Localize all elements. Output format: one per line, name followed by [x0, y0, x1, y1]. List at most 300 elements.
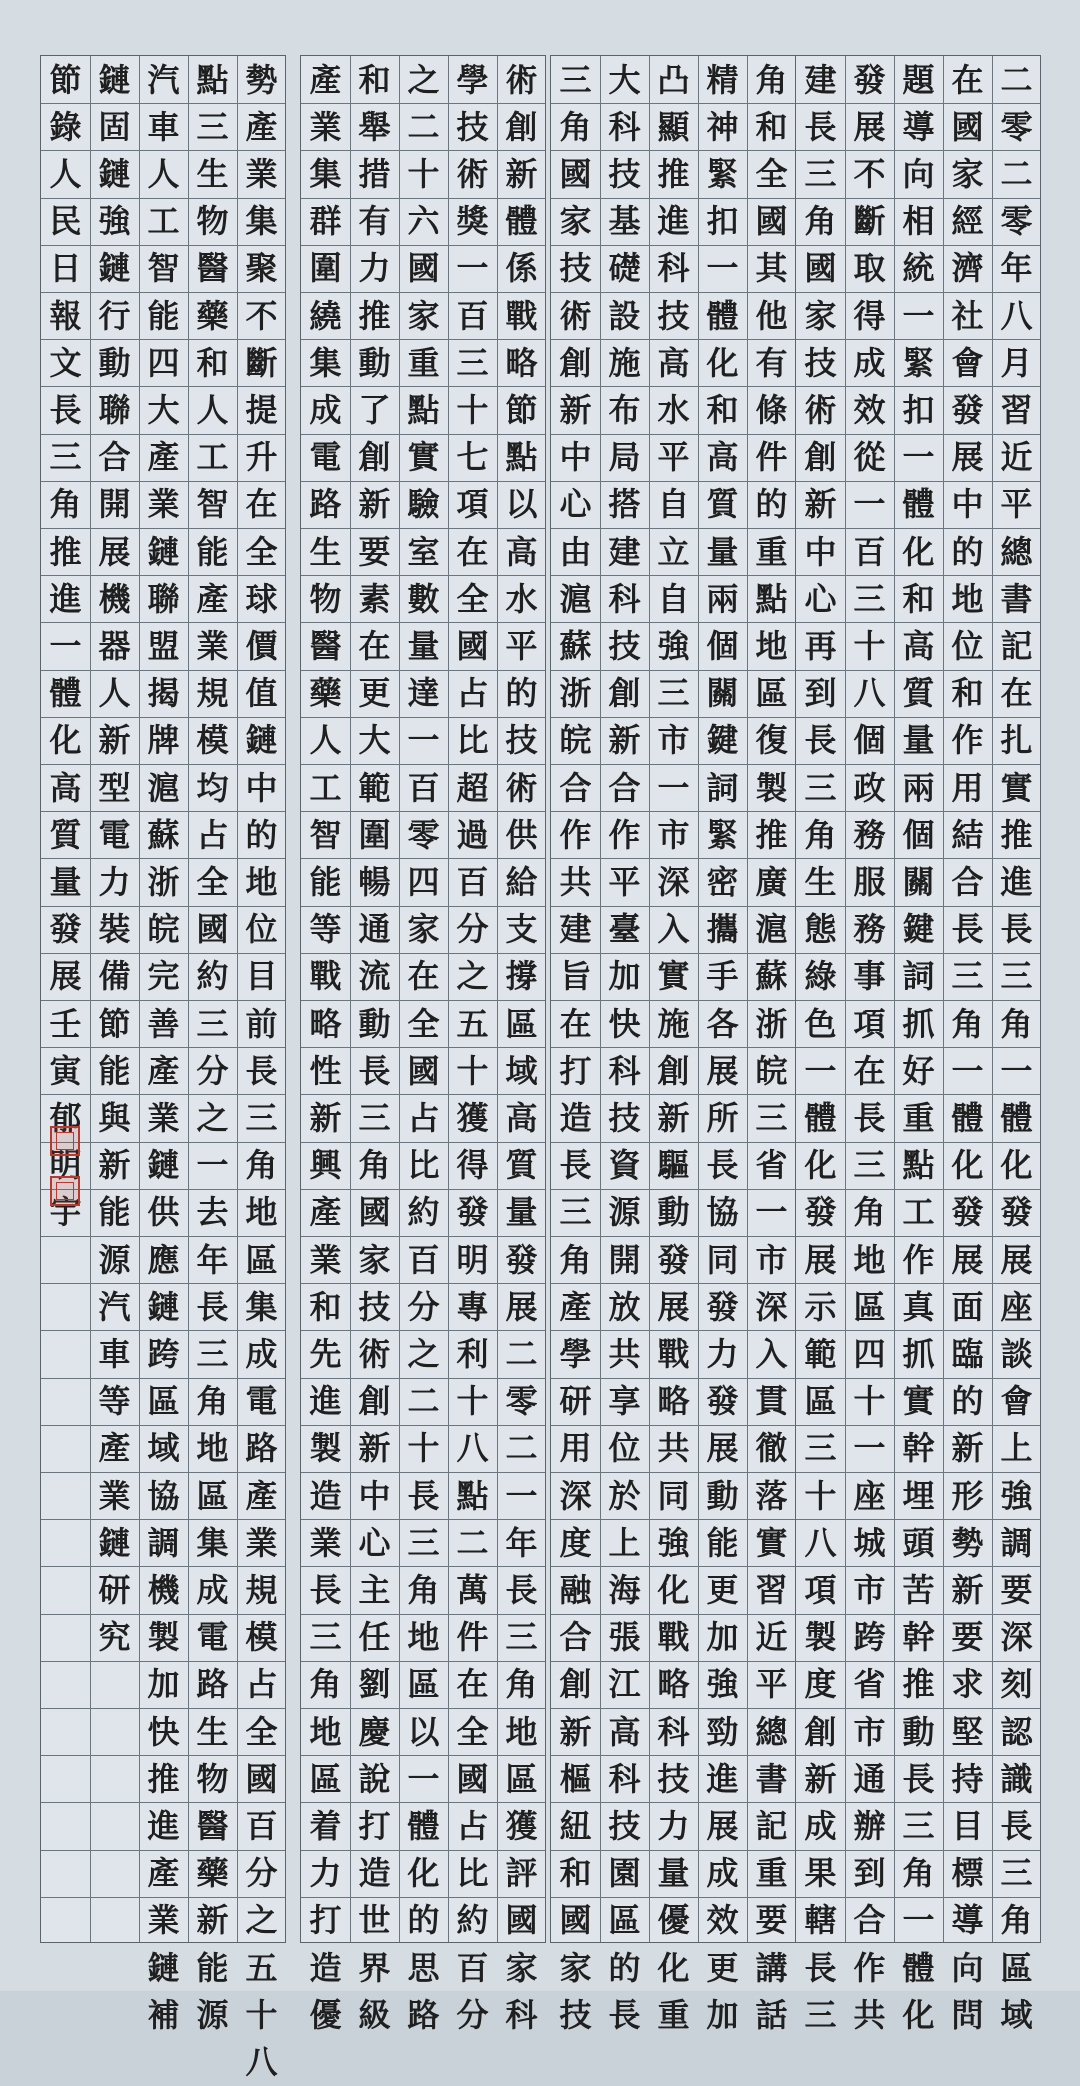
glyph-cell: 家: [951, 154, 984, 193]
glyph-cell: 政: [853, 768, 886, 807]
panel-3: [300, 55, 546, 2034]
text-column: [649, 56, 698, 2034]
glyph-cell: 占: [196, 815, 229, 854]
glyph-cell: 成: [196, 1570, 229, 1609]
glyph-cell: 享: [608, 1382, 641, 1421]
glyph-cell: 搭: [608, 485, 641, 524]
glyph-cell: 加: [706, 1995, 739, 2034]
glyph-cell: 智: [147, 249, 180, 288]
glyph-cell: 在: [559, 1004, 592, 1043]
text-column: [551, 56, 600, 2034]
glyph-cell: 中: [804, 532, 837, 571]
glyph-cell: 大: [358, 721, 391, 760]
glyph-cell: 二: [407, 1382, 440, 1421]
glyph-cell: 戰: [505, 296, 538, 335]
glyph-cell: 心: [804, 579, 837, 618]
text-column: [90, 56, 139, 1942]
glyph-cell: 質: [505, 1146, 538, 1185]
glyph-cell: 共: [608, 1334, 641, 1373]
text-column: [188, 56, 237, 2034]
glyph-cell: 三: [755, 1098, 788, 1137]
glyph-cell: 業: [245, 154, 278, 193]
glyph-cell: 報: [49, 296, 82, 335]
glyph-cell: 角: [309, 1665, 342, 1704]
glyph-cell: 長: [358, 1051, 391, 1090]
glyph-cell: 件: [456, 1618, 489, 1657]
glyph-cell: 平: [608, 862, 641, 901]
glyph-cell: 文: [49, 343, 82, 382]
glyph-cell: 長: [951, 910, 984, 949]
glyph-cell: 寅: [49, 1051, 82, 1090]
glyph-cell: 作: [951, 721, 984, 760]
glyph-cell: 創: [804, 438, 837, 477]
glyph-cell: 路: [407, 1995, 440, 2034]
glyph-cell: 入: [657, 910, 690, 949]
glyph-cell: 詞: [902, 957, 935, 996]
text-column: [894, 56, 943, 2034]
glyph-cell: 二: [456, 1523, 489, 1562]
glyph-cell: 布: [608, 390, 641, 429]
glyph-cell: 一: [853, 485, 886, 524]
glyph-cell: 長: [407, 1476, 440, 1515]
glyph-cell: 給: [505, 862, 538, 901]
glyph-cell: 緊: [706, 154, 739, 193]
glyph-cell: 鏈: [147, 1146, 180, 1185]
glyph-cell: 行: [98, 296, 131, 335]
glyph-cell: 域: [1000, 1995, 1033, 2034]
glyph-cell: 重: [407, 343, 440, 382]
glyph-cell: 占: [245, 1665, 278, 1704]
glyph-cell: 新: [358, 485, 391, 524]
glyph-cell: 密: [706, 862, 739, 901]
glyph-cell: 進: [147, 1806, 180, 1845]
glyph-cell: 百: [407, 768, 440, 807]
glyph-cell: 深: [1000, 1618, 1033, 1657]
glyph-cell: 產: [147, 1051, 180, 1090]
glyph-cell: 三: [559, 60, 592, 99]
glyph-cell: 術: [456, 154, 489, 193]
glyph-cell: 園: [608, 1854, 641, 1893]
glyph-cell: 記: [1000, 626, 1033, 665]
glyph-cell: 略: [657, 1382, 690, 1421]
glyph-cell: 話: [755, 1995, 788, 2034]
glyph-cell: 一: [657, 768, 690, 807]
glyph-cell: 技: [657, 296, 690, 335]
glyph-cell: 區: [309, 1759, 342, 1798]
glyph-cell: 凸: [657, 60, 690, 99]
glyph-cell: 角: [804, 202, 837, 241]
glyph-cell: 長: [49, 390, 82, 429]
glyph-cell: 工: [309, 768, 342, 807]
glyph-cell: 個: [706, 626, 739, 665]
glyph-cell: 壬: [49, 1004, 82, 1043]
text-column: [237, 56, 286, 2081]
glyph-cell: 驗: [407, 485, 440, 524]
glyph-cell: 展: [951, 1240, 984, 1279]
glyph-cell: 和: [902, 579, 935, 618]
glyph-cell: 個: [902, 815, 935, 854]
glyph-cell: 世: [358, 1901, 391, 1940]
glyph-cell: 技: [608, 626, 641, 665]
glyph-cell: 與: [98, 1098, 131, 1137]
glyph-cell: 製: [309, 1429, 342, 1468]
glyph-cell: 角: [505, 1665, 538, 1704]
glyph-cell: 堅: [951, 1712, 984, 1751]
glyph-cell: 一: [804, 1051, 837, 1090]
glyph-cell: 獲: [456, 1098, 489, 1137]
glyph-cell: 大: [608, 60, 641, 99]
glyph-cell: 務: [853, 910, 886, 949]
glyph-cell: 共: [853, 1995, 886, 2034]
glyph-cell: 市: [853, 1712, 886, 1751]
glyph-cell: 三: [804, 154, 837, 193]
glyph-cell: 二: [505, 1429, 538, 1468]
glyph-cell: 打: [358, 1806, 391, 1845]
glyph-cell: 個: [853, 721, 886, 760]
glyph-cell: 創: [505, 107, 538, 146]
glyph-cell: 合: [608, 768, 641, 807]
glyph-cell: 在: [407, 957, 440, 996]
glyph-cell: 扎: [1000, 721, 1033, 760]
glyph-cell: 地: [951, 579, 984, 618]
glyph-cell: 要: [951, 1618, 984, 1657]
glyph-cell: 術: [358, 1334, 391, 1373]
glyph-cell: 體: [1000, 1098, 1033, 1137]
glyph-cell: 業: [245, 1523, 278, 1562]
glyph-cell: 產: [245, 1476, 278, 1515]
glyph-cell: 國: [456, 626, 489, 665]
glyph-cell: 去: [196, 1193, 229, 1232]
glyph-cell: 資: [608, 1146, 641, 1185]
glyph-cell: 化: [902, 532, 935, 571]
glyph-cell: 總: [1000, 532, 1033, 571]
glyph-cell: 產: [245, 107, 278, 146]
glyph-cell: 優: [309, 1995, 342, 2034]
glyph-cell: 到: [853, 1854, 886, 1893]
glyph-cell: 模: [245, 1618, 278, 1657]
glyph-cell: 人: [147, 154, 180, 193]
glyph-cell: 數: [407, 579, 440, 618]
glyph-cell: 斷: [853, 202, 886, 241]
glyph-cell: 新: [559, 390, 592, 429]
glyph-cell: 省: [755, 1146, 788, 1185]
text-column: [497, 56, 546, 2034]
glyph-cell: 源: [98, 1240, 131, 1279]
glyph-cell: 利: [456, 1334, 489, 1373]
glyph-cell: 勢: [951, 1523, 984, 1562]
glyph-cell: 備: [98, 957, 131, 996]
glyph-cell: 區: [505, 1759, 538, 1798]
glyph-cell: 國: [804, 249, 837, 288]
glyph-cell: 量: [902, 721, 935, 760]
glyph-cell: 區: [196, 1476, 229, 1515]
glyph-cell: 一: [902, 1901, 935, 1940]
glyph-cell: 化: [657, 1570, 690, 1609]
glyph-cell: 集: [196, 1523, 229, 1562]
glyph-cell: 從: [853, 438, 886, 477]
glyph-cell: 三: [196, 1004, 229, 1043]
glyph-cell: 造: [309, 1948, 342, 1987]
glyph-cell: 聚: [245, 249, 278, 288]
glyph-cell: 融: [559, 1570, 592, 1609]
glyph-cell: 再: [804, 626, 837, 665]
glyph-cell: 更: [706, 1570, 739, 1609]
glyph-cell: 十: [407, 154, 440, 193]
glyph-cell: 民: [49, 202, 82, 241]
glyph-cell: 分: [245, 1854, 278, 1893]
glyph-cell: 十: [407, 1429, 440, 1468]
glyph-cell: 略: [309, 1004, 342, 1043]
glyph-cell: 在: [1000, 674, 1033, 713]
glyph-cell: 業: [309, 1523, 342, 1562]
glyph-cell: 國: [358, 1193, 391, 1232]
glyph-cell: 國: [951, 107, 984, 146]
glyph-cell: 科: [608, 579, 641, 618]
glyph-cell: 技: [559, 249, 592, 288]
glyph-cell: 節: [49, 60, 82, 99]
glyph-cell: 體: [951, 1098, 984, 1137]
glyph-cell: 三: [196, 1334, 229, 1373]
text-column: [399, 56, 448, 2034]
glyph-cell: 效: [853, 390, 886, 429]
glyph-cell: 八: [1000, 296, 1033, 335]
glyph-cell: 談: [1000, 1334, 1033, 1373]
glyph-cell: 通: [358, 910, 391, 949]
glyph-cell: 發: [951, 1193, 984, 1232]
glyph-cell: 協: [706, 1193, 739, 1232]
glyph-cell: 強: [706, 1665, 739, 1704]
glyph-cell: 科: [608, 1051, 641, 1090]
glyph-cell: 三: [358, 1098, 391, 1137]
glyph-cell: 礎: [608, 249, 641, 288]
glyph-cell: 高: [902, 626, 935, 665]
glyph-cell: 轄: [804, 1901, 837, 1940]
glyph-cell: 區: [407, 1665, 440, 1704]
glyph-cell: 等: [98, 1382, 131, 1421]
glyph-cell: 合: [559, 1618, 592, 1657]
glyph-cell: 幹: [902, 1429, 935, 1468]
glyph-cell: 國: [196, 910, 229, 949]
glyph-cell: 興: [309, 1146, 342, 1185]
glyph-cell: 三: [559, 1193, 592, 1232]
glyph-cell: 評: [505, 1854, 538, 1893]
glyph-cell: 醫: [196, 1806, 229, 1845]
glyph-cell: 滬: [559, 579, 592, 618]
glyph-cell: 群: [309, 202, 342, 241]
glyph-cell: 的: [505, 674, 538, 713]
glyph-cell: 勁: [706, 1712, 739, 1751]
glyph-cell: 業: [147, 1901, 180, 1940]
glyph-cell: 路: [309, 485, 342, 524]
glyph-cell: 皖: [559, 721, 592, 760]
glyph-cell: 三: [196, 107, 229, 146]
glyph-cell: 一: [755, 1193, 788, 1232]
glyph-cell: 落: [755, 1476, 788, 1515]
glyph-cell: 化: [902, 1995, 935, 2034]
glyph-cell: 生: [196, 1712, 229, 1751]
glyph-cell: 展: [706, 1051, 739, 1090]
glyph-cell: 點: [755, 579, 788, 618]
glyph-cell: 超: [456, 768, 489, 807]
glyph-cell: 基: [608, 202, 641, 241]
glyph-cell: 和: [951, 674, 984, 713]
glyph-cell: 體: [706, 296, 739, 335]
glyph-cell: 復: [755, 721, 788, 760]
glyph-cell: 撐: [505, 957, 538, 996]
glyph-cell: 二: [1000, 60, 1033, 99]
glyph-cell: 專: [456, 1287, 489, 1326]
glyph-cell: 人: [98, 674, 131, 713]
glyph-cell: 兩: [902, 768, 935, 807]
glyph-cell: 展: [706, 1806, 739, 1845]
glyph-cell: 社: [951, 296, 984, 335]
glyph-cell: 開: [98, 485, 131, 524]
glyph-cell: 不: [853, 154, 886, 193]
glyph-cell: 藥: [309, 674, 342, 713]
glyph-cell: 級: [358, 1995, 391, 2034]
glyph-cell: 經: [951, 202, 984, 241]
glyph-cell: 自: [657, 579, 690, 618]
glyph-cell: 成: [245, 1334, 278, 1373]
glyph-cell: 國: [245, 1759, 278, 1798]
glyph-cell: 等: [309, 910, 342, 949]
glyph-cell: 以: [407, 1712, 440, 1751]
glyph-cell: 點: [505, 438, 538, 477]
glyph-cell: 斷: [245, 343, 278, 382]
glyph-cell: 一: [505, 1476, 538, 1515]
glyph-cell: 供: [505, 815, 538, 854]
glyph-cell: 一: [49, 626, 82, 665]
glyph-cell: 一: [706, 249, 739, 288]
glyph-cell: 頭: [902, 1523, 935, 1562]
glyph-cell: 技: [505, 721, 538, 760]
glyph-cell: 滬: [147, 768, 180, 807]
glyph-cell: 十: [804, 1476, 837, 1515]
glyph-cell: 色: [804, 1004, 837, 1043]
glyph-cell: 立: [657, 532, 690, 571]
glyph-cell: 支: [505, 910, 538, 949]
glyph-cell: 推: [49, 532, 82, 571]
glyph-cell: 心: [358, 1523, 391, 1562]
glyph-cell: 體: [505, 202, 538, 241]
glyph-cell: 精: [706, 60, 739, 99]
glyph-cell: 鏈: [98, 154, 131, 193]
glyph-cell: 月: [1000, 343, 1033, 382]
glyph-cell: 由: [559, 532, 592, 571]
glyph-cell: 三: [804, 768, 837, 807]
glyph-cell: 快: [608, 1004, 641, 1043]
glyph-cell: 全: [245, 1712, 278, 1751]
glyph-cell: 十: [456, 1382, 489, 1421]
glyph-cell: 皖: [755, 1051, 788, 1090]
text-column: [943, 56, 992, 2034]
glyph-cell: 目: [951, 1806, 984, 1845]
glyph-cell: 繞: [309, 296, 342, 335]
glyph-cell: 通: [853, 1759, 886, 1798]
seal-stamp: [50, 1176, 80, 1206]
glyph-cell: 得: [456, 1146, 489, 1185]
glyph-cell: 域: [505, 1051, 538, 1090]
glyph-cell: 地: [245, 1193, 278, 1232]
glyph-cell: 工: [196, 438, 229, 477]
glyph-cell: 量: [407, 626, 440, 665]
glyph-cell: 廣: [755, 862, 788, 901]
glyph-cell: 重: [657, 1995, 690, 2034]
glyph-cell: 區: [505, 1004, 538, 1043]
glyph-cell: 零: [505, 1382, 538, 1421]
glyph-cell: 市: [657, 815, 690, 854]
glyph-cell: 獎: [456, 202, 489, 241]
glyph-cell: 戰: [657, 1334, 690, 1373]
glyph-cell: 萬: [456, 1570, 489, 1609]
glyph-cell: 電: [98, 815, 131, 854]
glyph-cell: 區: [147, 1382, 180, 1421]
glyph-cell: 的: [245, 815, 278, 854]
glyph-cell: 新: [608, 721, 641, 760]
glyph-cell: 科: [657, 1712, 690, 1751]
glyph-cell: 一: [951, 1051, 984, 1090]
glyph-cell: 顯: [657, 107, 690, 146]
glyph-cell: 達: [407, 674, 440, 713]
glyph-cell: 幹: [902, 1618, 935, 1657]
glyph-cell: 能: [98, 1051, 131, 1090]
glyph-cell: 加: [608, 957, 641, 996]
glyph-cell: 長: [1000, 910, 1033, 949]
glyph-cell: 分: [407, 1287, 440, 1326]
glyph-cell: 規: [245, 1570, 278, 1609]
glyph-cell: 舉: [358, 107, 391, 146]
glyph-cell: 百: [456, 1948, 489, 1987]
glyph-cell: 提: [245, 390, 278, 429]
glyph-cell: 分: [456, 1995, 489, 2034]
glyph-cell: 人: [196, 390, 229, 429]
glyph-cell: 和: [706, 390, 739, 429]
glyph-cell: 施: [657, 1004, 690, 1043]
glyph-cell: 郁: [49, 1098, 82, 1137]
glyph-cell: 蘇: [147, 815, 180, 854]
glyph-cell: 占: [456, 674, 489, 713]
glyph-cell: 能: [196, 532, 229, 571]
glyph-cell: 揭: [147, 674, 180, 713]
glyph-cell: 集: [309, 343, 342, 382]
glyph-cell: 浙: [147, 862, 180, 901]
glyph-cell: 化: [49, 721, 82, 760]
glyph-cell: 標: [951, 1854, 984, 1893]
glyph-cell: 錄: [49, 107, 82, 146]
glyph-cell: 獲: [505, 1806, 538, 1845]
glyph-cell: 戰: [309, 957, 342, 996]
text-column: [992, 56, 1041, 2034]
glyph-cell: 量: [49, 862, 82, 901]
glyph-cell: 形: [951, 1476, 984, 1515]
glyph-cell: 量: [505, 1193, 538, 1232]
glyph-cell: 家: [559, 1948, 592, 1987]
glyph-cell: 六: [407, 202, 440, 241]
glyph-cell: 其: [755, 249, 788, 288]
glyph-cell: 區: [755, 674, 788, 713]
glyph-cell: 發: [706, 1382, 739, 1421]
glyph-cell: 在: [456, 1665, 489, 1704]
glyph-cell: 國: [407, 1051, 440, 1090]
glyph-cell: 係: [505, 249, 538, 288]
glyph-cell: 上: [608, 1523, 641, 1562]
glyph-cell: 旨: [559, 957, 592, 996]
glyph-cell: 新: [804, 485, 837, 524]
glyph-cell: 在: [456, 532, 489, 571]
glyph-cell: 用: [951, 768, 984, 807]
glyph-cell: 源: [196, 1995, 229, 2034]
glyph-cell: 進: [309, 1382, 342, 1421]
